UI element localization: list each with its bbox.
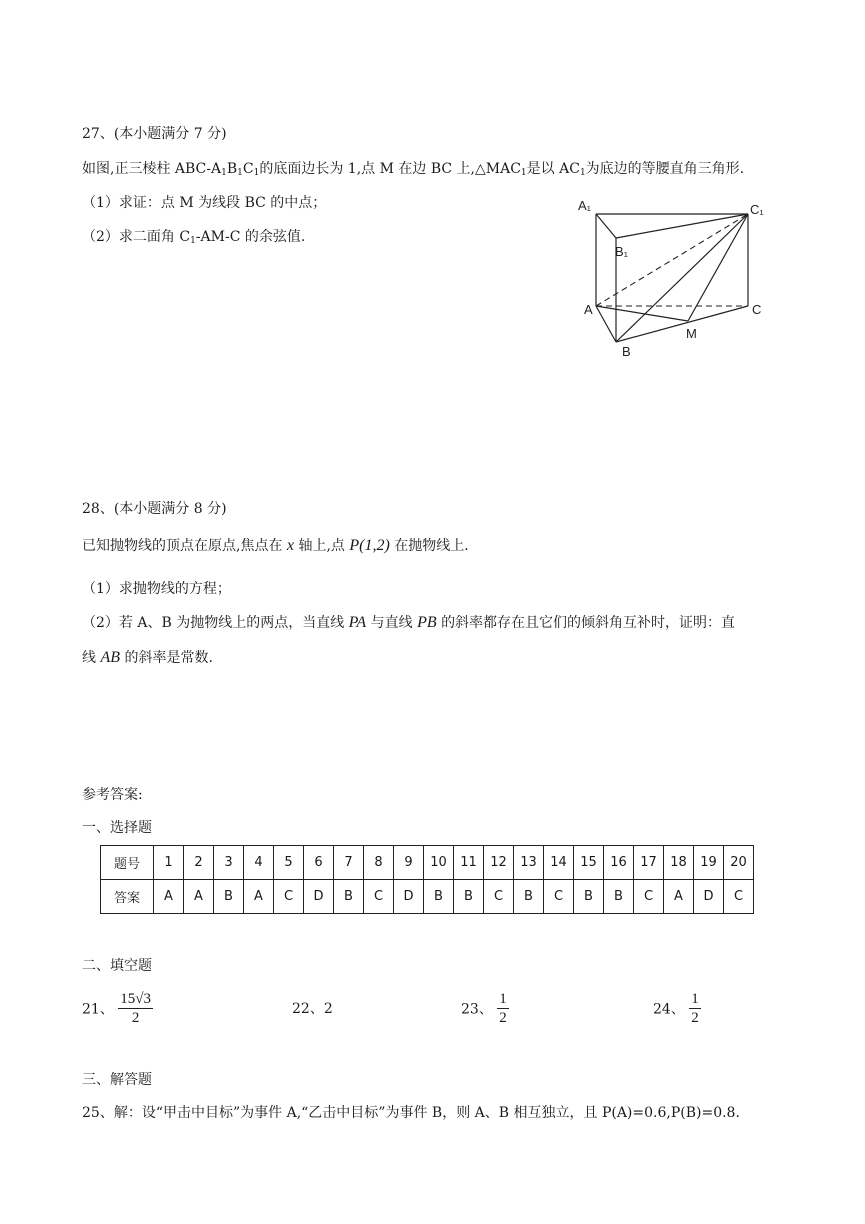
q27-part1: （1）求证：点 M 为线段 BC 的中点； (82, 195, 327, 211)
subscript: 1 (221, 168, 227, 178)
label-C: C (752, 302, 762, 317)
cell-choice: B (454, 880, 484, 914)
q28-stem (82, 536, 469, 556)
answers-title: 参考答案: (82, 787, 143, 803)
q28-part2 (82, 613, 735, 633)
cell-number: 11 (454, 846, 484, 880)
line-pb: PB (417, 614, 437, 631)
label-A: A (584, 302, 593, 317)
q28-part2-a: （2）若 A、B 为抛物线上的两点，当直线 (82, 615, 345, 631)
cell-number: 3 (214, 846, 244, 880)
cell-number: 7 (334, 846, 364, 880)
fraction (689, 990, 701, 1027)
cell-choice: C (274, 880, 304, 914)
cell-number: 2 (184, 846, 214, 880)
cell-number: 16 (604, 846, 634, 880)
var-x: x (286, 537, 295, 554)
q28-part2-b: 与直线 (370, 615, 413, 631)
q25-solution: 25、解：设“甲击中目标”为事件 A,“乙击中目标”为事件 B，则 A、B 相互独立，且 P(A)=0.6,P(B)=0.8. (82, 1105, 740, 1121)
prism-figure (570, 190, 770, 365)
cell-choice: B (424, 880, 454, 914)
q28-stem-prefix: 已知抛物线的顶点在原点,焦点在 (82, 538, 283, 554)
fill-label: 23、 (461, 1001, 493, 1018)
cell-number: 9 (394, 846, 424, 880)
cell-choice: B (574, 880, 604, 914)
q28-part2-d: 线 (82, 650, 96, 666)
q28-stem-suffix: 在抛物线上. (394, 538, 469, 554)
cell-choice: C (544, 880, 574, 914)
cell-choice: C (634, 880, 664, 914)
label-B: B (622, 344, 631, 359)
cell-number: 19 (694, 846, 724, 880)
q27-part2-suffix: -AM-C 的余弦值. (195, 229, 306, 245)
q27-part2 (82, 227, 305, 251)
table-row-choices (101, 880, 754, 914)
fraction-numerator: 1 (691, 991, 699, 1007)
cell-choice: B (604, 880, 634, 914)
cell-choice: C (484, 880, 514, 914)
cell-number: 15 (574, 846, 604, 880)
cell-choice: A (244, 880, 274, 914)
q27-stem-prefix: 如图,正三棱柱 ABC-A (82, 161, 222, 177)
cell-number: 18 (664, 846, 694, 880)
fraction (497, 990, 509, 1027)
q27-stem-mid2: C (242, 161, 254, 177)
q28-part1: （1）求抛物线的方程； (82, 581, 231, 597)
q28-heading: 28、(本小题满分 8 分) (82, 501, 227, 517)
fraction-denominator: 2 (131, 1010, 140, 1026)
fill-answer-24 (653, 990, 701, 1027)
cell-choice: A (664, 880, 694, 914)
cell-choice: B (514, 880, 544, 914)
cell-number: 12 (484, 846, 514, 880)
q28-stem-mid: 轴上,点 (298, 538, 345, 554)
label-B1: B₁ (615, 244, 629, 259)
subscript: 1 (190, 236, 196, 246)
cell-number: 8 (364, 846, 394, 880)
fraction-denominator: 2 (499, 1010, 507, 1026)
cell-number: 4 (244, 846, 274, 880)
q28-part2-e: 的斜率是常数. (124, 650, 213, 666)
cell-choice: D (694, 880, 724, 914)
q28-part2-cont (82, 648, 213, 668)
line-pa: PA (348, 614, 367, 631)
table-row-numbers (101, 846, 754, 880)
fraction-denominator: 2 (691, 1010, 699, 1026)
fraction (118, 990, 153, 1027)
label-M: M (686, 326, 697, 341)
q27-heading: 27、(本小题满分 7 分) (82, 126, 227, 142)
label-A1: A₁ (578, 198, 592, 213)
cell-number: 5 (274, 846, 304, 880)
cell-choice: B (334, 880, 364, 914)
cell-choice: B (214, 880, 244, 914)
q27-stem-suffix: 的底面边长为 1,点 M 在边 BC 上,△MAC (259, 161, 521, 177)
cell-number: 6 (304, 846, 334, 880)
fill-label: 22、2 (292, 1001, 333, 1017)
q27-stem (82, 159, 744, 183)
cell-number: 20 (724, 846, 754, 880)
section-solve: 三、解答题 (82, 1072, 152, 1088)
q28-part2-c: 的斜率都存在且它们的倾斜角互补时，证明：直 (441, 615, 736, 631)
cell-number: 14 (544, 846, 574, 880)
cell-choice: D (394, 880, 424, 914)
table-head-answer: 答案 (101, 880, 154, 914)
subscript: 1 (579, 168, 586, 178)
cell-number: 13 (514, 846, 544, 880)
subscript: 1 (237, 168, 243, 178)
subscript: 1 (253, 168, 260, 178)
q27-stem-end: 是以 AC (526, 161, 580, 177)
fraction-numerator: 15√3 (120, 991, 152, 1007)
section-choice: 一、选择题 (82, 820, 152, 836)
cell-choice: A (154, 880, 184, 914)
cell-choice: D (304, 880, 334, 914)
fill-answer-23 (461, 990, 509, 1027)
label-C1: C₁ (750, 202, 764, 217)
cell-number: 17 (634, 846, 664, 880)
cell-choice: A (184, 880, 214, 914)
fill-label: 24、 (653, 1001, 685, 1018)
answer-table (100, 845, 754, 914)
q27-stem-mid1: B (226, 161, 238, 177)
q27-part2-prefix: （2）求二面角 C (82, 229, 191, 245)
line-ab: AB (100, 649, 120, 666)
subscript: 1 (520, 168, 527, 178)
point-p: P(1,2) (349, 537, 390, 554)
fill-answer-22 (292, 998, 333, 1018)
cell-choice: C (364, 880, 394, 914)
cell-number: 1 (154, 846, 184, 880)
cell-number: 10 (424, 846, 454, 880)
fill-answer-21 (82, 990, 153, 1027)
table-head-number: 题号 (101, 846, 154, 880)
fraction-numerator: 1 (499, 991, 507, 1007)
q27-stem-end2: 为底边的等腰直角三角形. (585, 161, 745, 177)
cell-choice: C (724, 880, 754, 914)
fill-label: 21、 (82, 1001, 114, 1018)
section-fill: 二、填空题 (82, 958, 152, 974)
